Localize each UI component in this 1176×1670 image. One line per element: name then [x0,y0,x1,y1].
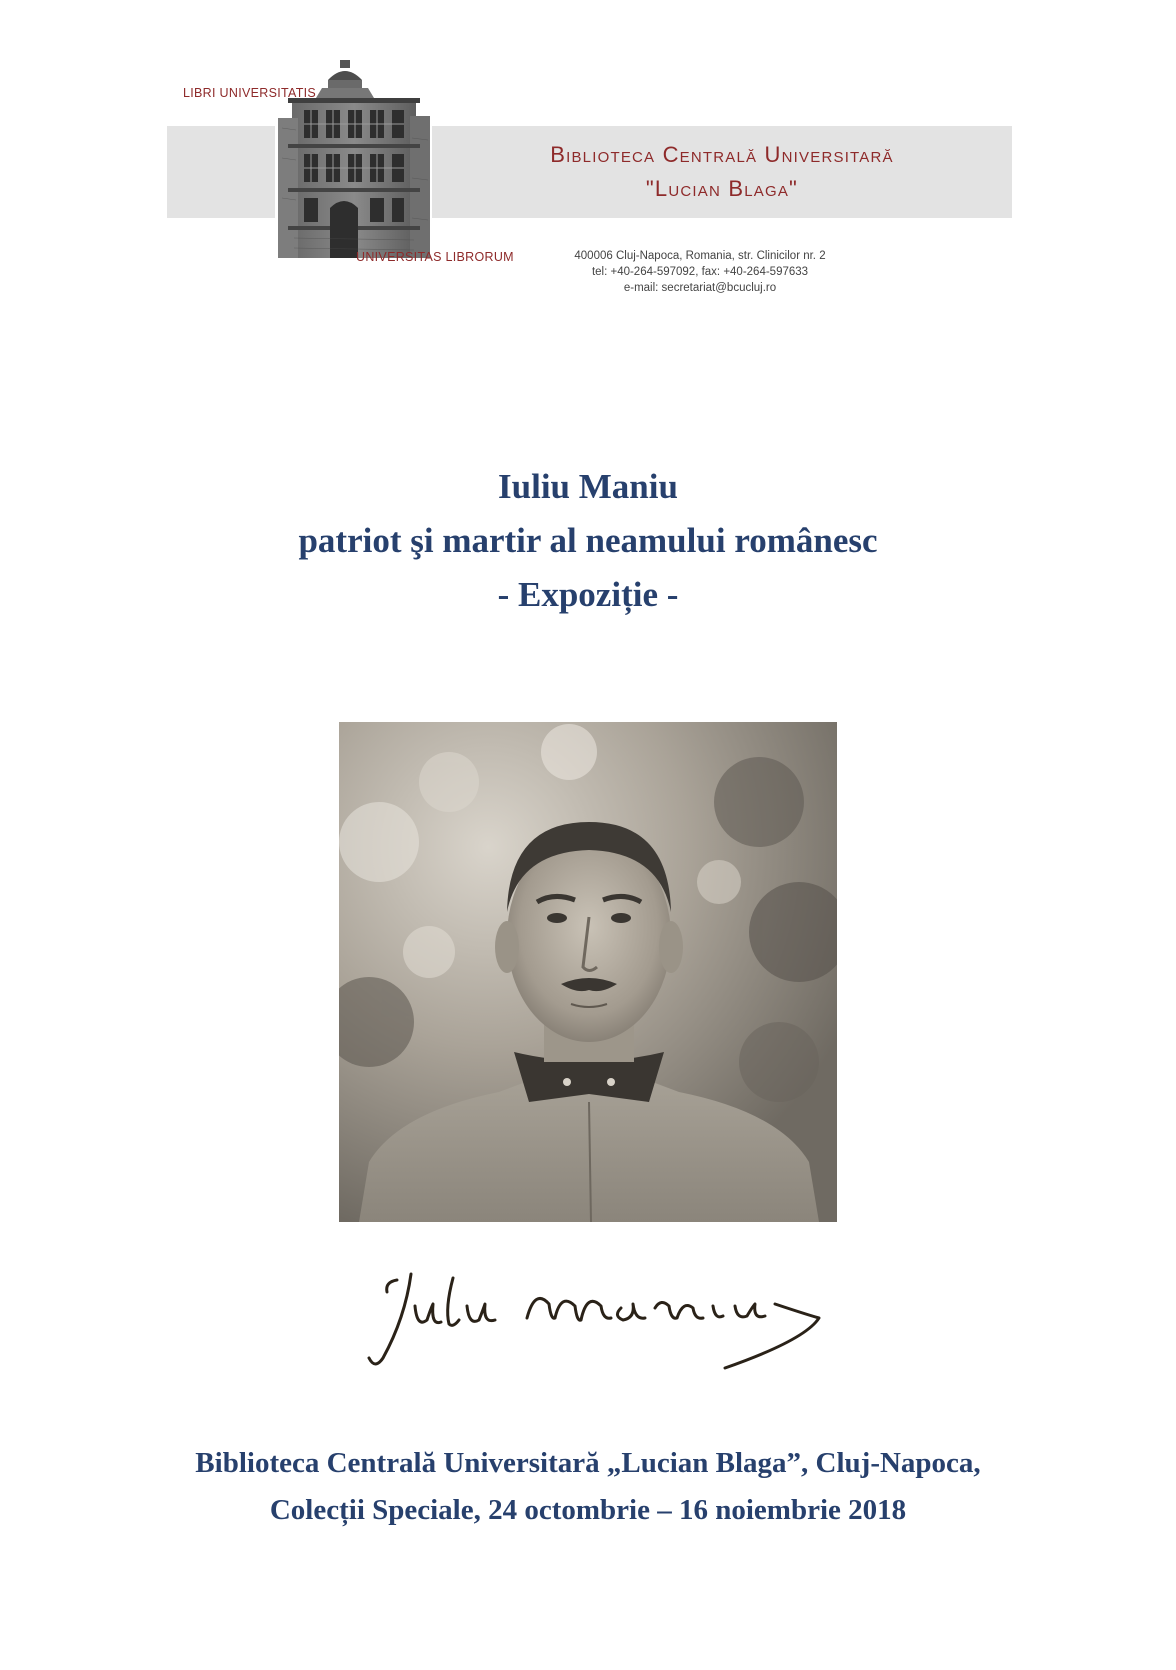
library-name-line1: Biblioteca Centrală Universitară [550,142,894,167]
letterhead-motto-bottom: UNIVERSITAS LIBRORUM [356,250,514,264]
library-contact [520,248,880,296]
library-name [432,138,1012,206]
library-phone: tel: +40-264-597092, fax: +40-264-597633 [591,266,809,278]
letterhead-band-left [167,126,275,218]
portrait-photo [339,722,837,1222]
title-line-3: - Expoziție - [497,575,679,614]
portrait-photo-icon [339,722,837,1222]
library-address: 400006 Cluj-Napoca, Romania, str. Clinicilor nr. 2 [574,250,826,262]
exhibition-footer [0,1440,1176,1534]
title-line-2: patriot şi martir al neamului românesc [298,521,878,560]
exhibition-title [0,460,1176,622]
footer-line-2: Colecții Speciale, 24 octombrie – 16 noiembrie 2018 [269,1494,907,1526]
title-line-1: Iuliu Maniu [498,467,678,506]
library-name-line2: "Lucian Blaga" [645,176,799,201]
signature-icon [365,1258,835,1376]
footer-line-1: Biblioteca Centrală Universitară „Lucian Blaga”, Cluj-Napoca, [195,1447,981,1479]
library-email: e-mail: secretariat@bcucluj.ro [623,282,777,294]
letterhead-motto-top: LIBRI UNIVERSITATIS [183,86,317,100]
